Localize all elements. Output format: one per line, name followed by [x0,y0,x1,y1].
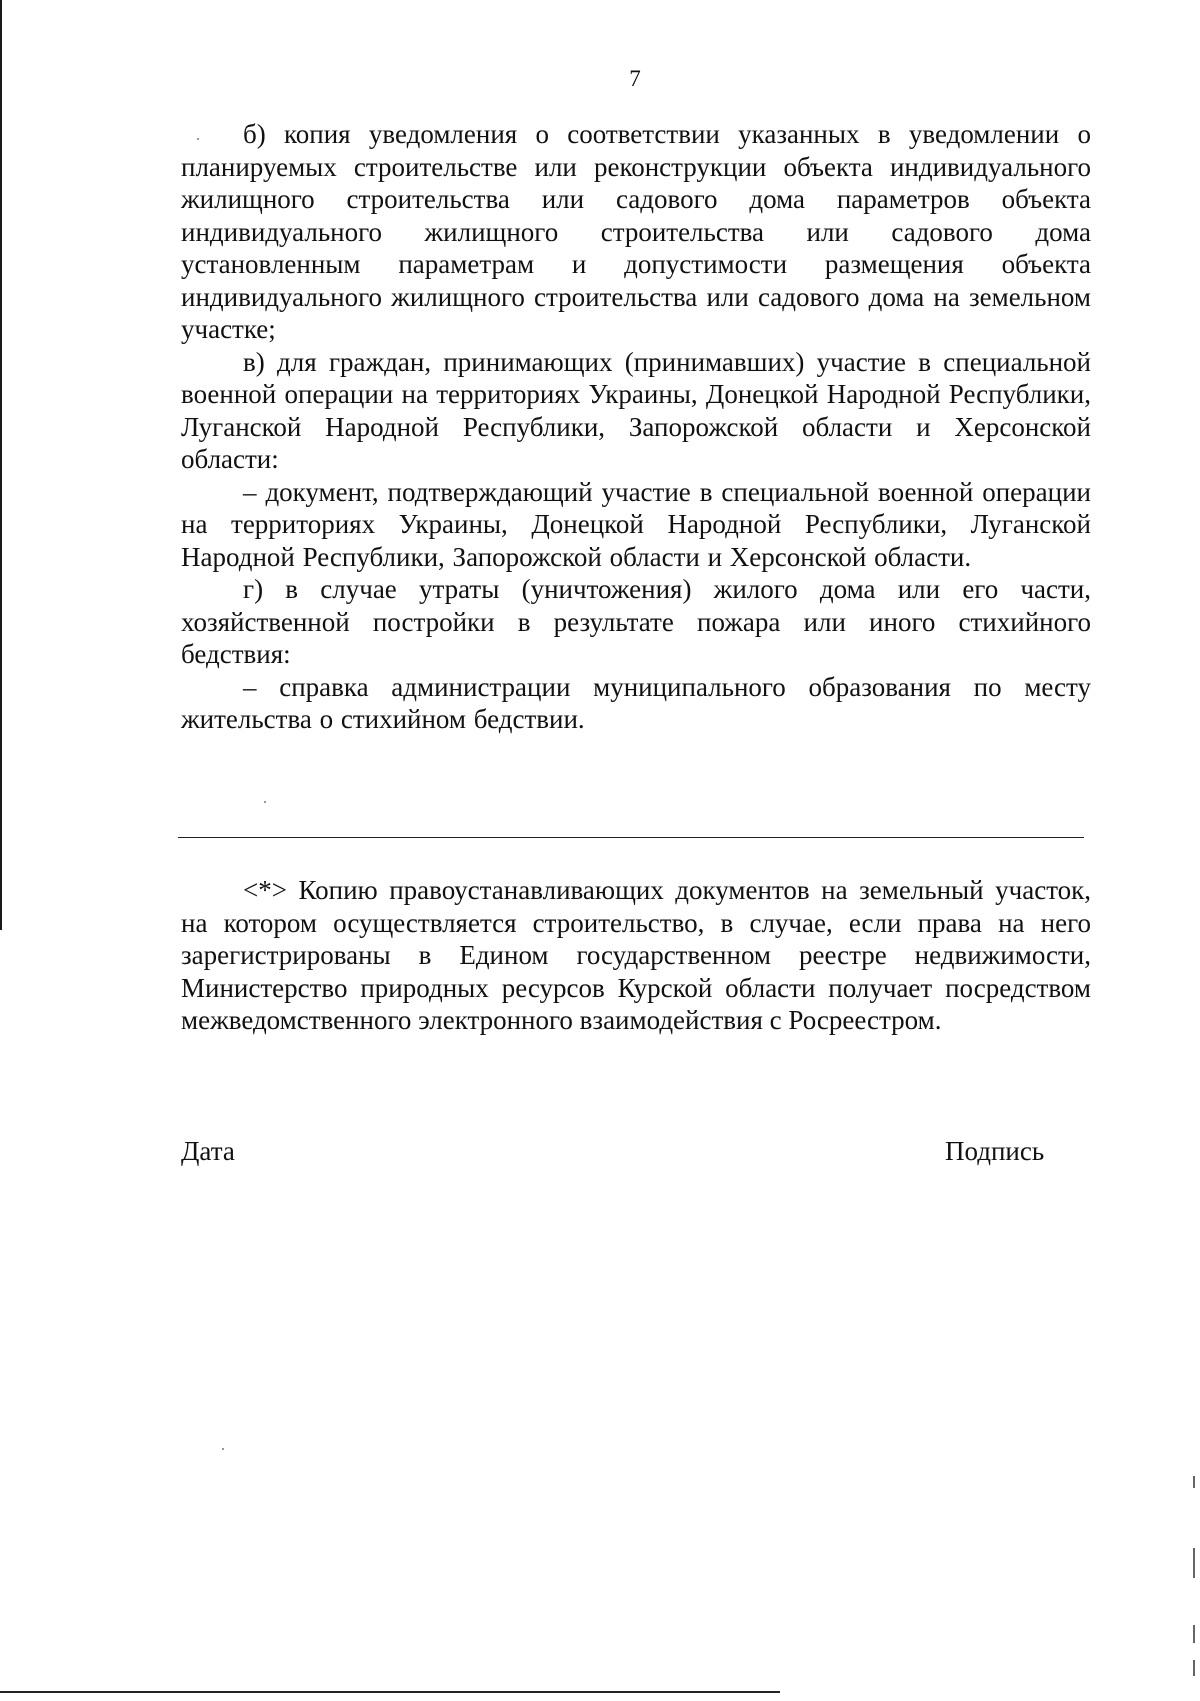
scan-right-mark [1193,1476,1195,1488]
date-label: Дата [181,1136,235,1166]
footnote-text: <*> Копию правоустанавливающих документов на земельный участок, на котором осуществляется строительство, в случае, если права на него зарегистрированы в Едином государственном реестре недвижимости, Министерство природных ресурсов Курской области получает посредством межведомственного электронного взаимодействия с Росреестром. [181,875,1091,1035]
scan-right-mark [1193,1625,1195,1643]
paragraph-v: в) для граждан, принимающих (принимавших) участие в специальной военной операции на территориях Украины, Донецкой Народной Республики, Луганской Народной Республики, Запорожской области и Херсонской области: [181,346,1091,474]
footnote-divider [178,837,1084,838]
scan-speck [264,801,266,803]
paragraph-b: б) копия уведомления о соответствии указанных в уведомлении о планируемых строительстве или реконструкции объекта индивидуального жилищного строительства или садового дома параметров объекта индивидуального жилищного строительства или садового дома установленным параметрам и допустимости размещения объекта индивидуального жилищного строительства или садового дома на земельном участке; [181,119,1091,344]
scan-bottom-edge [0,1691,780,1693]
paragraph-g-item: – справка администрации муниципального образования по месту жительства о стихийном бедствии. [181,671,1091,734]
paragraph-v-item: – документ, подтверждающий участие в специальной военной операции на территориях Украины, Донецкой Народной Республики, Луганской Народной Республики, Запорожской области и Херсонской области. [181,476,1091,572]
scan-speck [222,1448,224,1450]
scan-right-mark [1193,1660,1195,1676]
scan-right-mark [1193,1548,1195,1578]
document-body [181,118,1091,736]
signature-label: Подпись [945,1136,1045,1166]
paragraph-g: г) в случае утраты (уничтожения) жилого дома или его части, хозяйственной постройки в результате пожара или иного стихийного бедствия: [181,574,1091,669]
page-number: 7 [629,66,641,91]
scan-left-edge [0,0,2,930]
